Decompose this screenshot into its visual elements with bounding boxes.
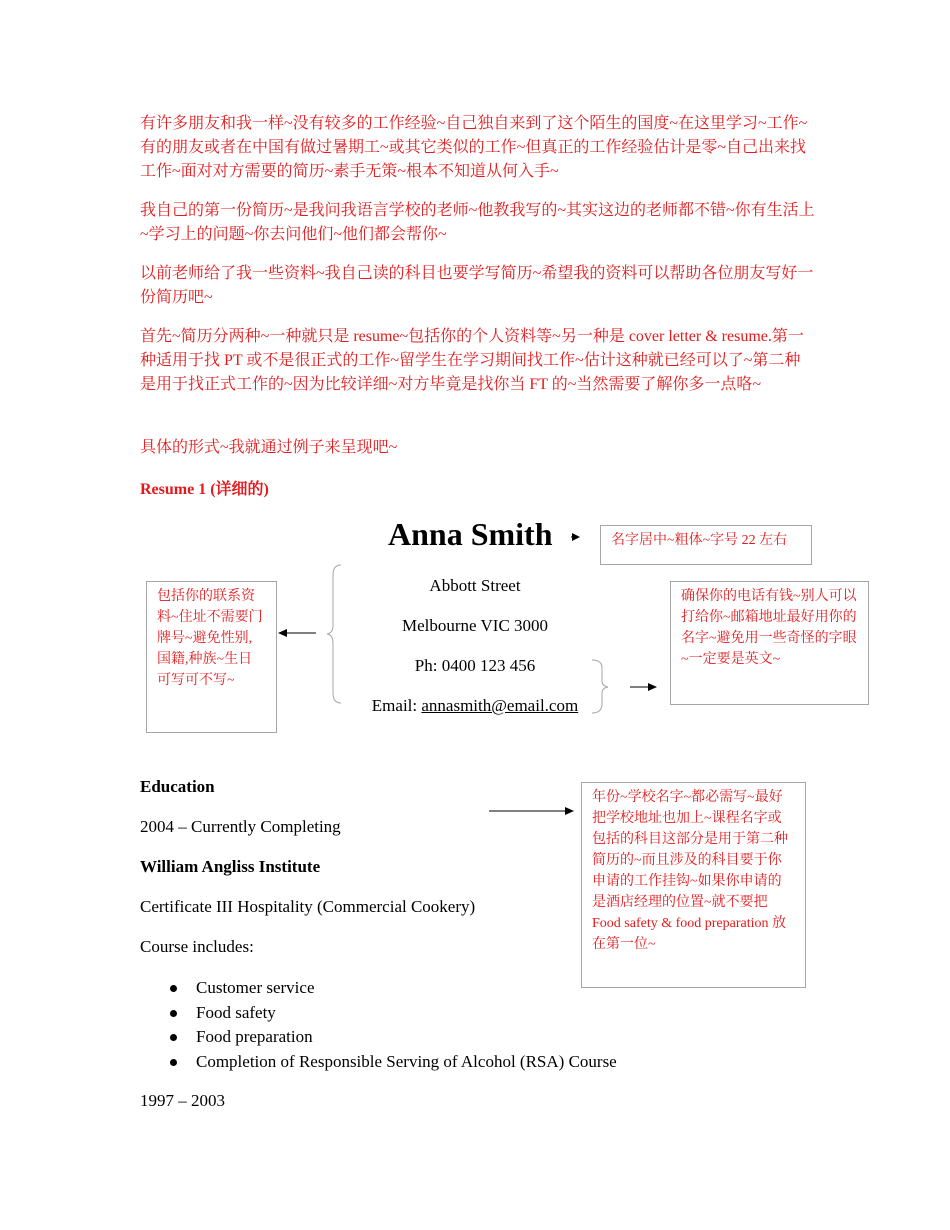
name-format-note: 名字居中~粗体~字号 22 左右: [600, 525, 812, 565]
resume-title: Resume 1 (详细的): [140, 481, 269, 498]
resume-email-line: [330, 695, 620, 717]
bullet-icon: [170, 1034, 177, 1041]
resume-name: Anna Smith: [388, 516, 553, 552]
intro-paragraph-2: 我自己的第一份简历~是我问我语言学校的老师~他教我写的~其实这边的老师都不错~你有生活上~学习上的问题~你去问他们~他们都会帮你~: [140, 202, 815, 243]
education-period-2: 1997 – 2003: [140, 1091, 225, 1110]
contact-info-note: 包括你的联系资料~住址不需要门牌号~避免性别,国籍,种族~生日可写可不写~: [146, 581, 277, 733]
list-item: Food preparation: [140, 1025, 617, 1050]
resume-city: Melbourne VIC 3000: [401, 616, 549, 635]
name-arrow-head: [572, 533, 580, 541]
intro-paragraph-1: 有许多朋友和我一样~没有较多的工作经验~自己独自来到了这个陌生的国度~在这里学习~工作~有的朋友或者在中国有做过暑期工~或其它类似的工作~但真正的工作经验估计是零~自己出来找工作~面对对方需要的简历~素手无策~根本不知道从何入手~: [140, 115, 808, 180]
school-name: William Angliss Institute: [140, 857, 321, 876]
intro-paragraph-4: 首先~简历分两种~一种就只是 resume~包括你的个人资料等~另一种是 cover letter & resume.第一种适用于找 PT 或不是很正式的工作~留学生在学习期间找工作~估计这种就已经可以了~第二种是用于找正式工作的~因为比较详细~对方毕竟是找你当 FT 的~当然需要了解你多一点咯~: [140, 328, 804, 393]
course-list: [140, 976, 617, 1074]
contact-arrow-head: [278, 629, 287, 637]
bullet-icon: [170, 1059, 177, 1066]
education-note: 年份~学校名字~都必需写~最好把学校地址也加上~课程名字或包括的科目这部分是用于第二种简历的~而且涉及的科目要于你申请的工作挂钩~如果你申请的是酒店经理的位置~就不要把 Food safety & food preparation 放在第一位~: [581, 782, 806, 988]
bullet-icon: [170, 1010, 177, 1017]
list-item: Food safety: [140, 1001, 617, 1026]
course-name: Certificate III Hospitality (Commercial Cookery): [140, 897, 476, 916]
education-heading: Education: [140, 777, 215, 796]
intro-paragraph-3: 以前老师给了我一些资料~我自己读的科目也要学写简历~希望我的资料可以帮助各位朋友写好一份简历吧~: [140, 265, 814, 306]
resume-street: Abbott Street: [429, 576, 521, 595]
list-item: Completion of Responsible Serving of Alcohol (RSA) Course: [140, 1050, 617, 1075]
course-includes-label: Course includes:: [140, 937, 254, 956]
education-arrow-head: [565, 807, 574, 815]
resume-phone: Ph: 0400 123 456: [414, 656, 536, 675]
intro-paragraph-5: 具体的形式~我就通过例子来呈现吧~: [140, 439, 398, 456]
phone-email-note: 确保你的电话有钱~别人可以打给你~邮箱地址最好用你的名字~避免用一些奇怪的字眼~一定要是英文~: [670, 581, 869, 705]
email-label: Email:: [371, 696, 422, 715]
education-period-1: 2004 – Currently Completing: [140, 817, 341, 836]
phone-arrow-head: [648, 683, 657, 691]
email-link[interactable]: annasmith@email.com: [421, 696, 579, 715]
list-item: Customer service: [140, 976, 617, 1001]
bullet-icon: [170, 985, 177, 992]
